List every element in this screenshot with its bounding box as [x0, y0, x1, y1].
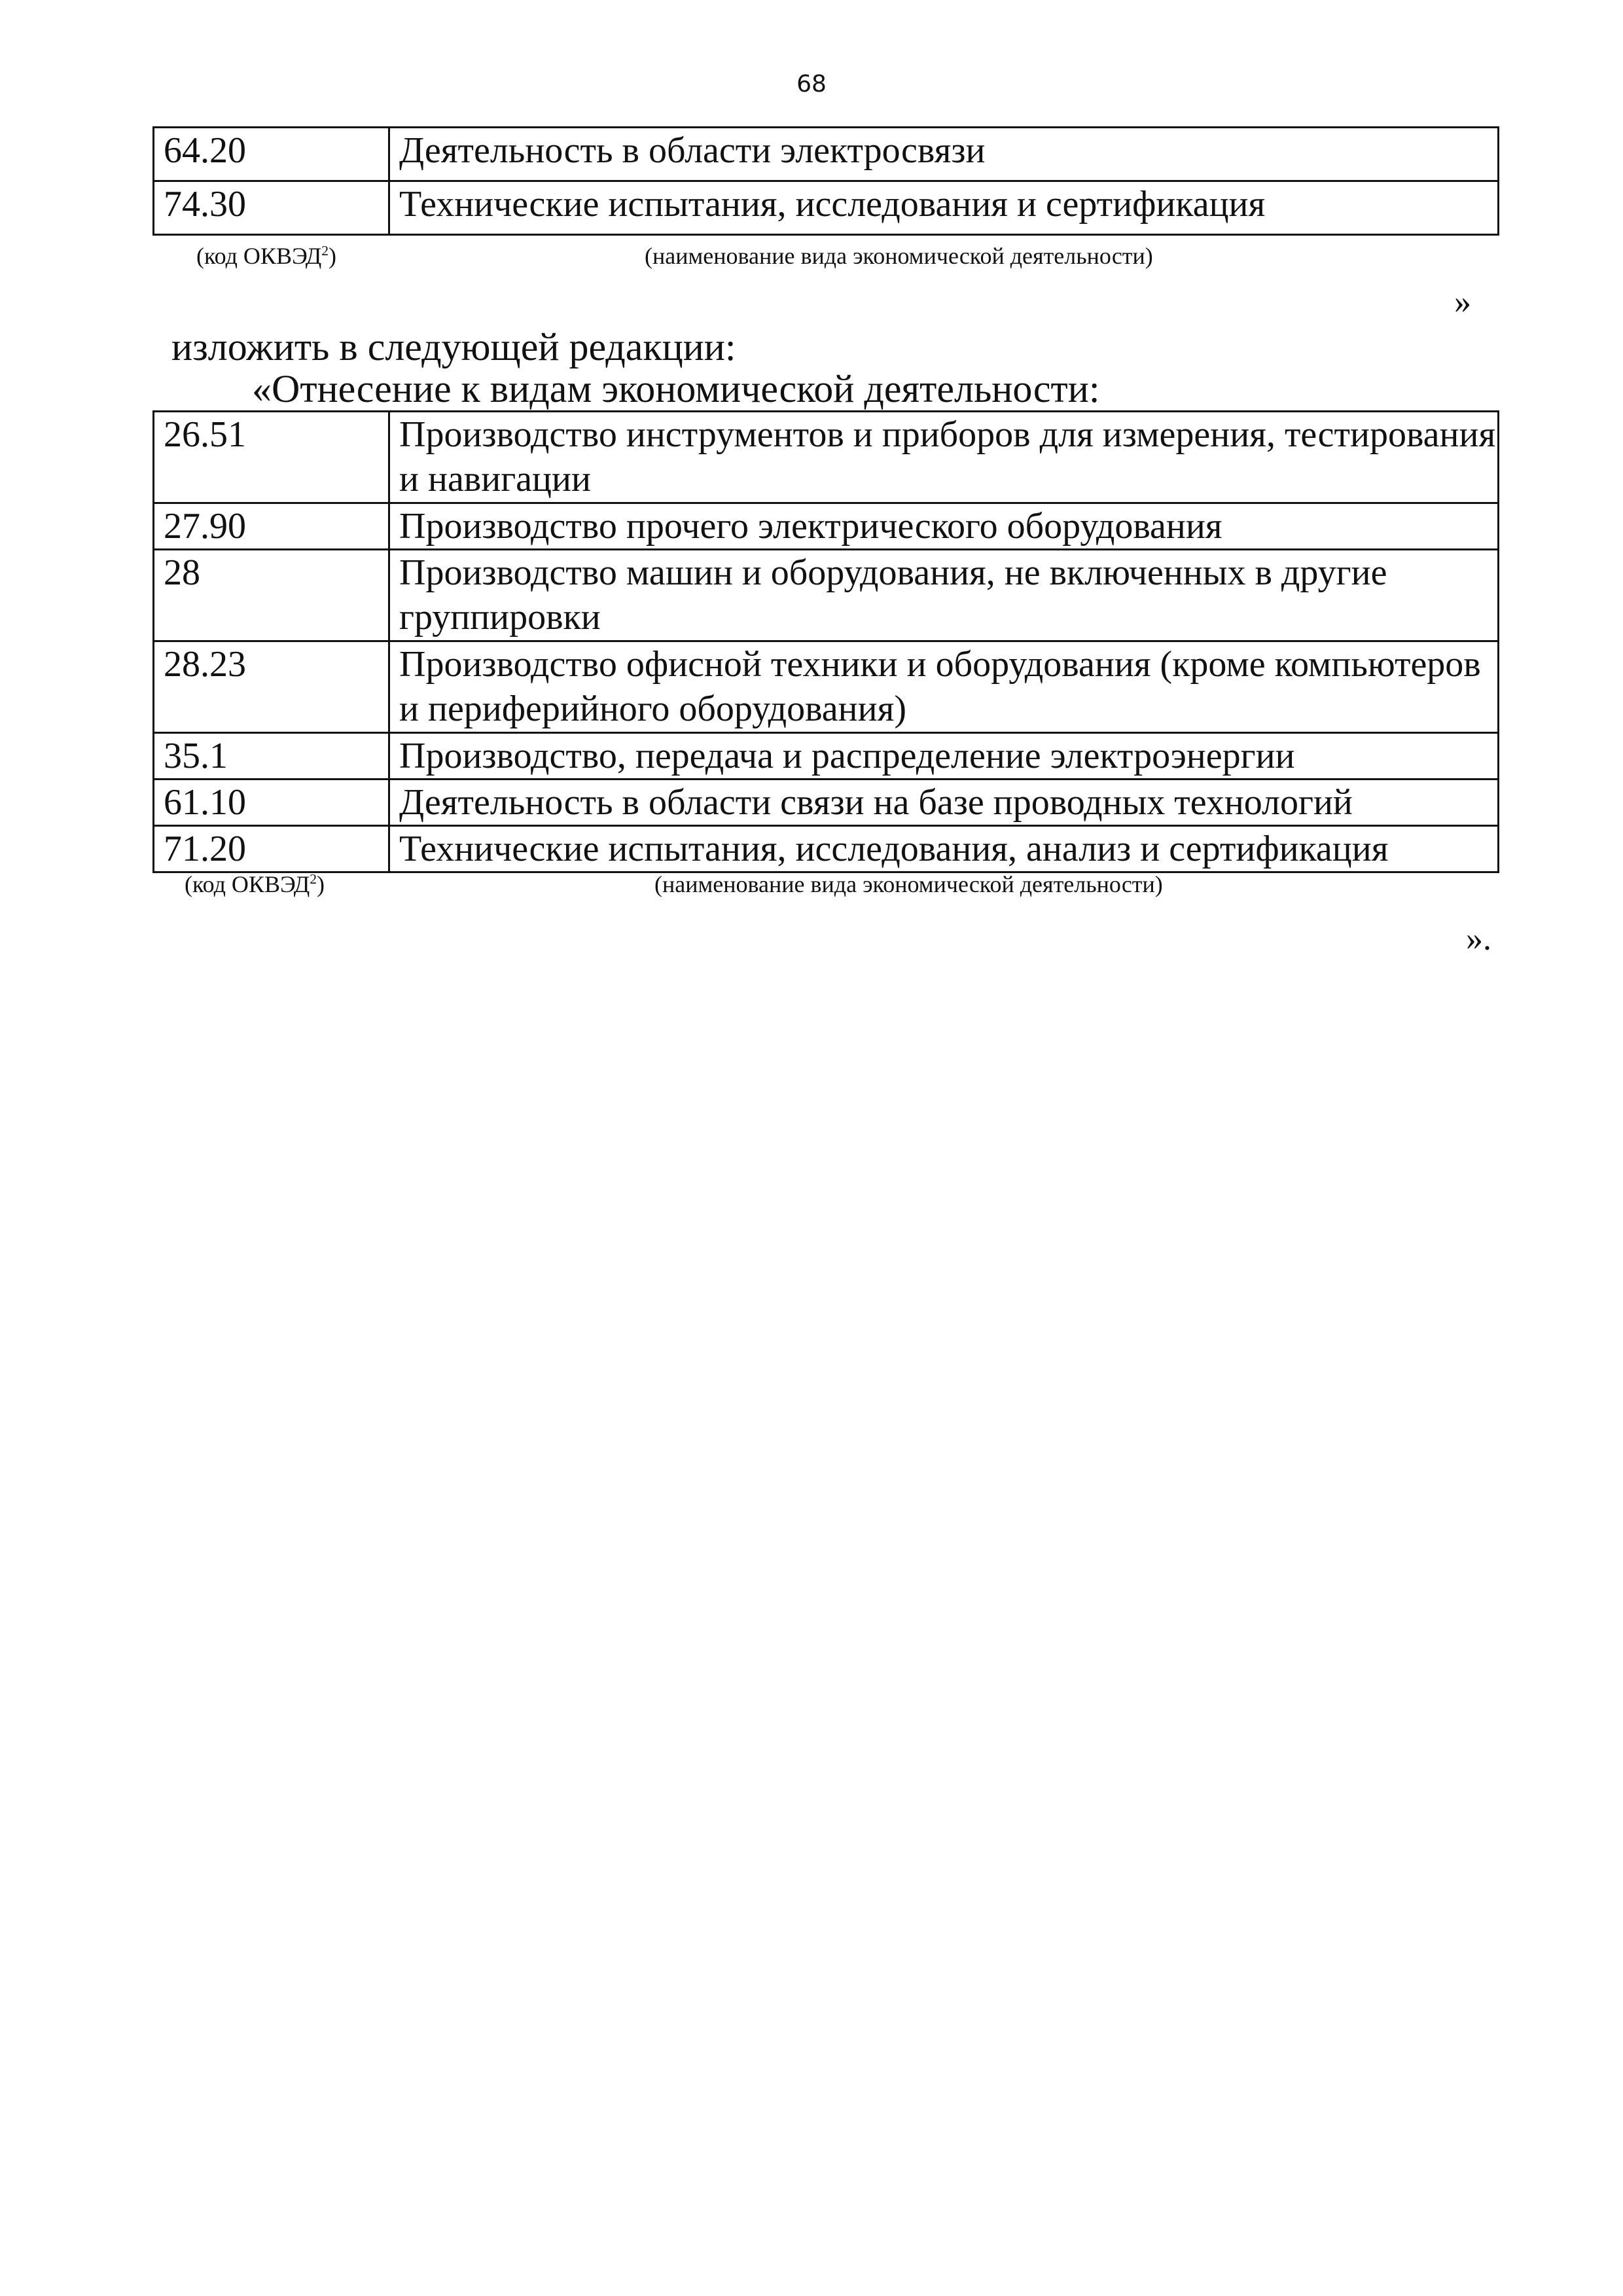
table-row — [154, 181, 1499, 235]
activity-name: Деятельность в области электросвязи — [389, 128, 1499, 181]
activity-name: Производство инструментов и приборов для измерения, тестирования и навигации — [389, 412, 1499, 503]
instruction-text: изложить в следующей редакции: — [171, 325, 736, 368]
page-number: 68 — [796, 71, 827, 98]
activity-name: Производство прочего электрического оборудования — [389, 503, 1499, 550]
table-row — [154, 641, 1499, 733]
table-row — [154, 826, 1499, 872]
table-row — [154, 412, 1499, 503]
okved-code: 28 — [154, 550, 389, 641]
activity-name: Производство машин и оборудования, не включенных в другие группировки — [389, 550, 1499, 641]
okved-code: 74.30 — [154, 181, 389, 235]
okved-code: 28.23 — [154, 641, 389, 733]
table-row — [154, 550, 1499, 641]
name-column-caption: (наименование вида экономической деятельности) — [645, 243, 1153, 269]
activity-name: Деятельность в области связи на базе проводных технологий — [389, 780, 1499, 826]
table-row — [154, 503, 1499, 550]
table-row — [154, 733, 1499, 780]
activity-name: Производство, передача и распределение электроэнергии — [389, 733, 1499, 780]
okved-code: 27.90 — [154, 503, 389, 550]
okved-code: 61.10 — [154, 780, 389, 826]
code-column-caption: (код ОКВЭД$^2$) — [185, 871, 325, 897]
old-okved-table — [152, 126, 1499, 236]
okved-code: 26.51 — [154, 412, 389, 503]
activity-name: Технические испытания, исследования и сертификация — [389, 181, 1499, 235]
new-heading: «Отнесение к видам экономической деятельности: — [252, 367, 1100, 410]
okved-code: 35.1 — [154, 733, 389, 780]
okved-code: 64.20 — [154, 128, 389, 181]
closing-quote: » — [1454, 283, 1471, 321]
closing-quote: ». — [1466, 920, 1491, 958]
activity-name: Технические испытания, исследования, анализ и сертификация — [389, 826, 1499, 872]
new-okved-table — [152, 410, 1499, 873]
table-row — [154, 128, 1499, 181]
code-column-caption: (код ОКВЭД$^2$) — [196, 243, 337, 269]
table-row — [154, 780, 1499, 826]
activity-name: Производство офисной техники и оборудования (кроме компьютеров и периферийного оборудования) — [389, 641, 1499, 733]
name-column-caption: (наименование вида экономической деятельности) — [654, 871, 1163, 897]
okved-code: 71.20 — [154, 826, 389, 872]
